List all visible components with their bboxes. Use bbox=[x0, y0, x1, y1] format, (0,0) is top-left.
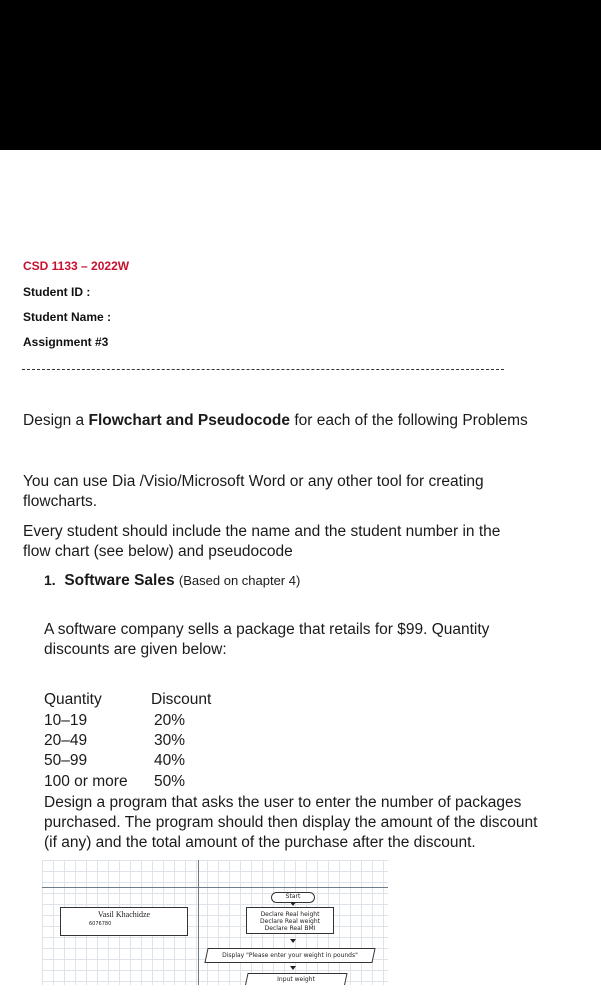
declare-process-box bbox=[246, 907, 334, 934]
student-name-box bbox=[60, 907, 188, 936]
display-text: Display "Please enter your weight in pounds" bbox=[222, 952, 358, 959]
tools-line-1: You can use Dia /Visio/Microsoft Word or any other tool for creating bbox=[23, 473, 484, 490]
task-line-2: purchased. The program should then display the amount of the discount bbox=[44, 814, 538, 831]
arrow-down-icon bbox=[290, 902, 296, 906]
input-io-shape bbox=[246, 973, 346, 985]
note-line-1: Every student should include the name and the student number in the bbox=[23, 523, 501, 540]
table-cell-quantity: 20–49 bbox=[44, 732, 88, 749]
problem-desc-line-1: A software company sells a package that retails for $99. Quantity bbox=[44, 621, 490, 638]
input-text: Input weight bbox=[277, 976, 315, 983]
flowchart-image bbox=[42, 860, 388, 985]
table-cell-discount: 40% bbox=[154, 752, 186, 769]
table-cell-discount: 20% bbox=[154, 712, 186, 729]
table-cell-discount: 30% bbox=[154, 732, 186, 749]
table-header-quantity: Quantity bbox=[44, 691, 102, 708]
task-line-1: Design a program that asks the user to enter the number of packages bbox=[44, 794, 522, 811]
arrow-down-icon bbox=[290, 939, 296, 943]
tools-line-2: flowcharts. bbox=[23, 493, 98, 510]
display-io-shape bbox=[206, 948, 374, 963]
arrow-down-icon bbox=[290, 966, 296, 970]
problem-heading: 1. Software Sales (Based on chapter 4) bbox=[44, 572, 301, 589]
table-cell-quantity: 100 or more bbox=[44, 773, 128, 790]
declare-line: Declare Real BMI bbox=[264, 925, 316, 932]
dashed-divider bbox=[22, 369, 504, 370]
flowchart-guide-line bbox=[42, 887, 388, 888]
student-number-text: 6076780 bbox=[89, 921, 112, 927]
task-line-3: (if any) and the total amount of the purchase after the discount. bbox=[44, 834, 476, 851]
course-code: CSD 1133 – 2022W bbox=[23, 259, 130, 273]
declare-line: Declare Real weight bbox=[260, 918, 320, 925]
note-line-2: flow chart (see below) and pseudocode bbox=[23, 543, 293, 560]
table-cell-quantity: 10–19 bbox=[44, 712, 88, 729]
declare-line: Declare Real height bbox=[260, 911, 320, 918]
assignment-label: Assignment #3 bbox=[23, 335, 109, 349]
design-instruction: Design a Flowchart and Pseudocode for each of the following Problems bbox=[23, 412, 528, 429]
table-cell-discount: 50% bbox=[154, 773, 186, 790]
problem-desc-line-2: discounts are given below: bbox=[44, 641, 227, 658]
table-cell-quantity: 50–99 bbox=[44, 752, 88, 769]
flowchart-guide-line bbox=[198, 860, 199, 985]
student-name-label: Student Name : bbox=[23, 310, 112, 324]
student-name-text: Vasil Khachidze bbox=[97, 910, 151, 919]
top-black-bar bbox=[0, 0, 601, 150]
start-terminator: Start bbox=[271, 892, 315, 903]
table-header-discount: Discount bbox=[151, 691, 212, 708]
student-id-label: Student ID : bbox=[23, 285, 91, 299]
